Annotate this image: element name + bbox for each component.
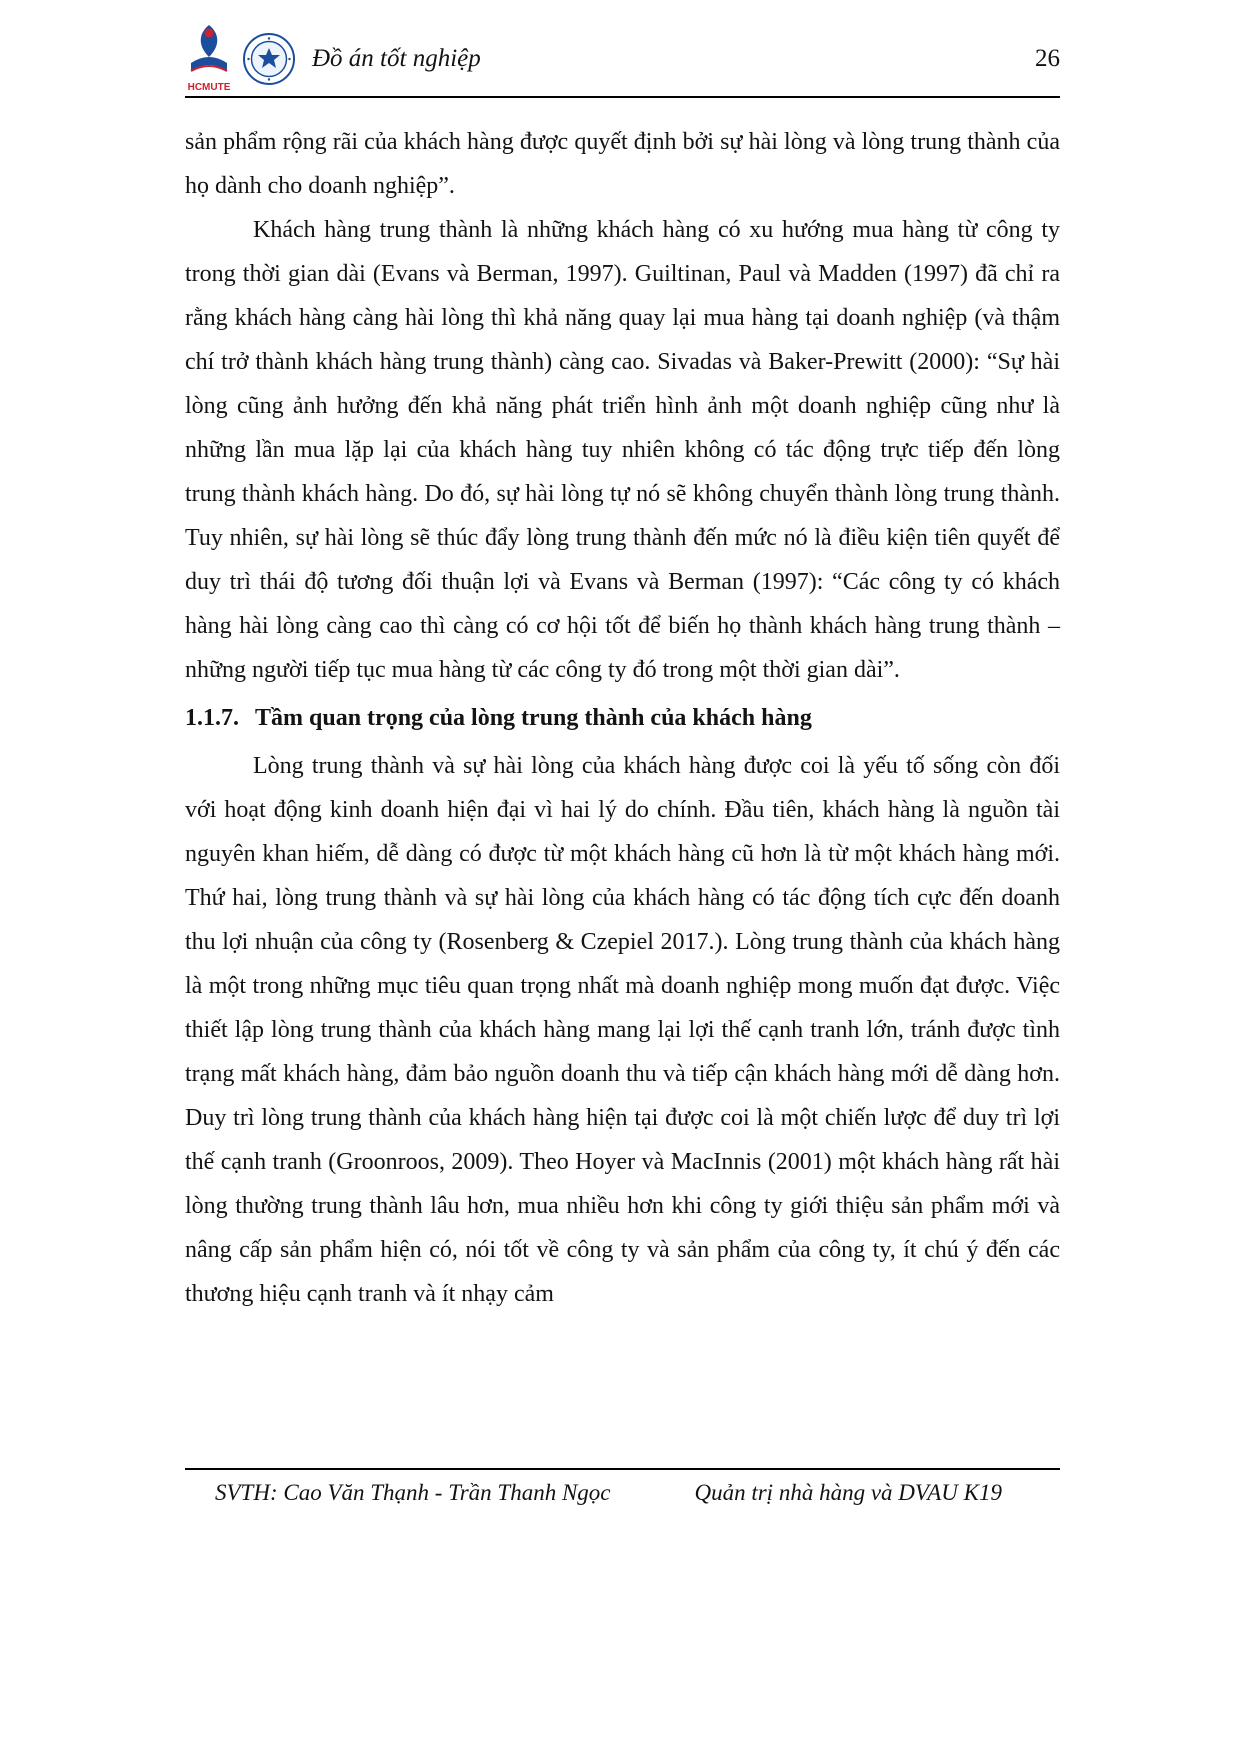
- header-divider: [185, 96, 1060, 98]
- page-number: 26: [1035, 45, 1060, 72]
- paragraph: Lòng trung thành và sự hài lòng của khách hàng được coi là yếu tố sống còn đối với hoạt động kinh doanh hiện đại vì hai lý do chính. Đầu tiên, khách hàng là nguồn tài nguyên khan hiếm, dễ dàng có được từ một khách hàng cũ hơn là từ một khách hàng mới. Thứ hai, lòng trung thành và sự hài lòng của khách hàng có tác động tích cực đến doanh thu lợi nhuận của công ty (Rosenberg & Czepiel 2017.). Lòng trung thành của khách hàng là một trong những mục tiêu quan trọng nhất mà doanh nghiệp mong muốn đạt được. Việc thiết lập lòng trung thành của khách hàng mang lại lợi thế cạnh tranh lớn, tránh được tình trạng mất khách hàng, đảm bảo nguồn doanh thu và tiếp cận khách hàng mới dễ dàng hơn. Duy trì lòng trung thành của khách hàng hiện tại được coi là một chiến lược để duy trì lợi thế cạnh tranh (Groonroos, 2009). Theo Hoyer và MacInnis (2001) một khách hàng rất hài lòng thường trung thành lâu hơn, mua nhiều hơn khi công ty giới thiệu sản phẩm mới và nâng cấp sản phẩm hiện có, nói tốt về công ty và sản phẩm của công ty, ít chú ý đến các thương hiệu cạnh tranh và ít nhạy cảm: [185, 753, 1060, 1307]
- paragraph: Khách hàng trung thành là những khách hàng có xu hướng mua hàng từ công ty trong thời gian dài (Evans và Berman, 1997). Guiltinan, Paul và Madden (1997) đã chỉ ra rằng khách hàng càng hài lòng thì khả năng quay lại mua hàng tại doanh nghiệp (và thậm chí trở thành khách hàng trung thành) càng cao. Sivadas và Baker-Prewitt (2000): “Sự hài lòng cũng ảnh hưởng đến khả năng phát triển hình ảnh một doanh nghiệp cũng như là những lần mua lặp lại của khách hàng tuy nhiên không có tác động trực tiếp đến lòng trung thành khách hàng. Do đó, sự hài lòng tự nó sẽ không chuyển thành lòng trung thành. Tuy nhiên, sự hài lòng sẽ thúc đẩy lòng trung thành đến mức nó là điều kiện tiên quyết để duy trì thái độ tương đối thuận lợi và Evans và Berman (1997): “Các công ty có khách hàng hài lòng càng cao thì càng có cơ hội tốt để biến họ thành khách hàng trung thành – những người tiếp tục mua hàng từ các công ty đó trong một thời gian dài”.: [185, 217, 1060, 683]
- header-title: Đồ án tốt nghiệp: [312, 45, 481, 72]
- footer-authors: SVTH: Cao Văn Thạnh - Trần Thanh Ngọc: [215, 1480, 611, 1505]
- footer-program: Quản trị nhà hàng và DVAU K19: [694, 1480, 1002, 1505]
- hcmute-logo-label: HCMUTE: [187, 82, 231, 93]
- page-footer: [185, 1480, 1060, 1506]
- university-seal-icon: [242, 32, 296, 86]
- hcmute-logo-icon: [185, 23, 233, 95]
- page-header: [185, 26, 1060, 92]
- paragraph: sản phẩm rộng rãi của khách hàng được quyết định bởi sự hài lòng và lòng trung thành của họ dành cho doanh nghiệp”.: [185, 129, 1060, 199]
- section-number: 1.1.7.: [185, 705, 239, 731]
- page-body: [185, 120, 1060, 1316]
- footer-divider: [185, 1468, 1060, 1470]
- logo-group: [185, 23, 296, 95]
- section-title: Tầm quan trọng của lòng trung thành của khách hàng: [255, 705, 812, 731]
- section-heading: [185, 696, 1060, 740]
